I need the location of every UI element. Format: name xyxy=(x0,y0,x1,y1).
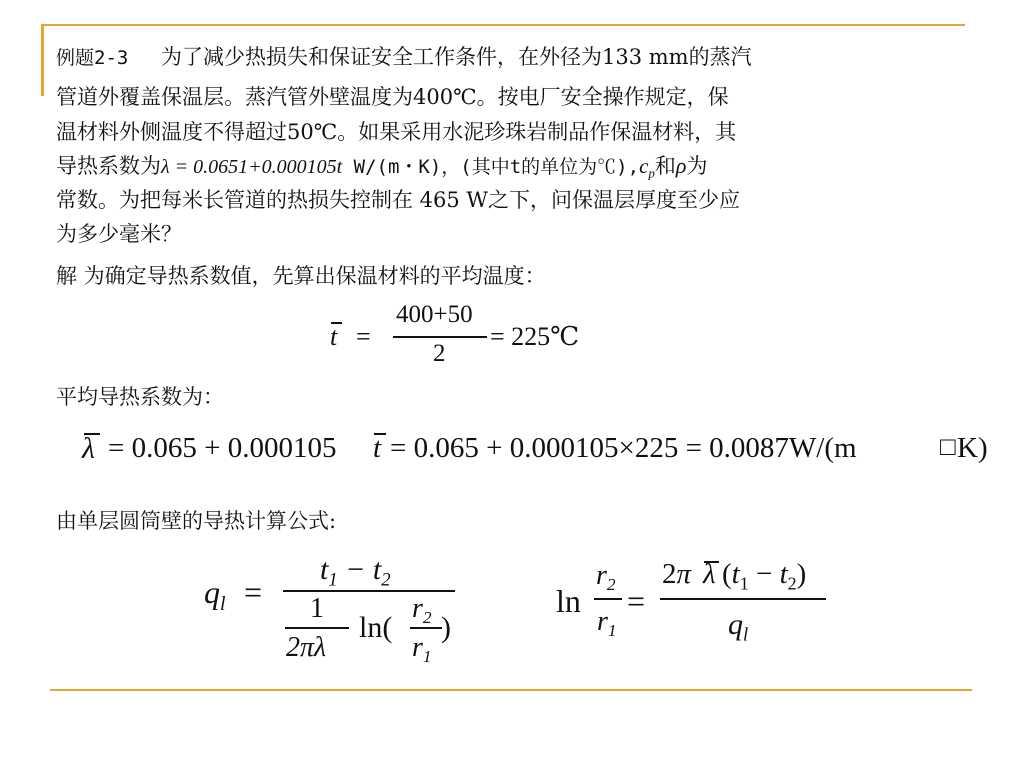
equals-sign: = xyxy=(356,322,371,351)
r2-numerator: $r_2$ xyxy=(596,560,616,595)
problem-text-4b: W/(m・K)，(其中t的单位为℃), xyxy=(342,156,640,178)
main-fraction-bar xyxy=(283,590,455,592)
r2-numerator: $r_2$ xyxy=(412,593,432,628)
conductivity-formula: λ = 0.0651+0.000105t xyxy=(161,156,343,178)
ln-symbol: ln xyxy=(556,583,581,619)
problem-text-4a: 导热系数为 xyxy=(56,154,161,178)
problem-label: 例题2-3 xyxy=(56,47,129,69)
ln-open: ln( xyxy=(359,611,393,644)
problem-line-5: 常数。为把每米长管道的热损失控制在 465 W之下，问保温层厚度至少应 xyxy=(56,188,741,212)
fraction-bar xyxy=(393,336,487,338)
solution-intro: 解 为确定导热系数值，先算出保温材料的平均温度： xyxy=(56,264,546,288)
rho-symbol: ρ xyxy=(675,153,687,178)
equals-sign: = xyxy=(244,574,263,610)
fraction-bar xyxy=(660,598,826,600)
one-numerator: 1 xyxy=(310,593,324,624)
sub-fraction-bar xyxy=(285,627,349,629)
lambda-bar-symbol: λ xyxy=(703,558,716,590)
temperature-difference: $(t_1 - t_2)$ xyxy=(722,558,807,594)
problem-line-2: 管道外覆盖保温层。蒸汽管外壁温度为400℃。按电厂安全操作规定，保 xyxy=(56,85,729,109)
problem-text-1: 为了减少热损失和保证安全工作条件，在外径为133 mm的蒸汽 xyxy=(161,45,752,69)
avg-temp-result: = 225℃ xyxy=(490,322,580,351)
two-pi-lambda: 2πλ xyxy=(286,632,327,663)
t-bar-symbol: t xyxy=(330,322,338,351)
q-l-symbol: $q_l$ xyxy=(728,608,749,646)
accent-vertical-bar xyxy=(41,24,44,96)
problem-line-6: 为多少毫米？ xyxy=(56,222,182,246)
bottom-divider xyxy=(50,689,972,691)
problem-text-4d: 为 xyxy=(686,154,708,178)
cylinder-formula-label: 由单层圆筒壁的导热计算公式: xyxy=(56,509,337,533)
problem-line-1 xyxy=(56,43,752,72)
top-divider xyxy=(41,24,965,26)
temperature-difference: $t_1 - t_2$ xyxy=(320,553,391,591)
fraction-denominator: 2 xyxy=(433,340,446,367)
q-l-symbol: $q_l$ xyxy=(204,574,226,615)
ln-close: ) xyxy=(441,611,451,644)
avg-k-unit-end: K) xyxy=(957,432,988,464)
problem-line-3: 温材料外侧温度不得超过50℃。如果采用水泥珍珠岩制品作保温材料，其 xyxy=(56,120,737,144)
two-pi: 2π xyxy=(662,558,692,590)
ratio-bar xyxy=(594,598,622,600)
avg-k-label: 平均导热系数为： xyxy=(56,385,224,409)
ratio-bar xyxy=(410,627,442,629)
problem-line-4 xyxy=(56,152,707,188)
avg-k-part2: = 0.065 + 0.000105×225 = 0.0087W/(m xyxy=(390,432,857,464)
missing-glyph-box: □ xyxy=(940,432,956,461)
fraction-numerator: 400+50 xyxy=(396,301,473,328)
t-bar-symbol: t xyxy=(373,432,382,464)
r1-denominator: $r_1$ xyxy=(412,632,432,667)
cp-symbol: $c_p$ xyxy=(639,154,655,181)
lambda-bar-symbol: λ xyxy=(82,432,95,465)
problem-text-4c: 和 xyxy=(654,154,676,178)
r1-denominator: $r_1$ xyxy=(597,606,617,641)
avg-k-part1: = 0.065 + 0.000105 xyxy=(108,432,337,464)
equals-sign: = xyxy=(627,583,646,619)
